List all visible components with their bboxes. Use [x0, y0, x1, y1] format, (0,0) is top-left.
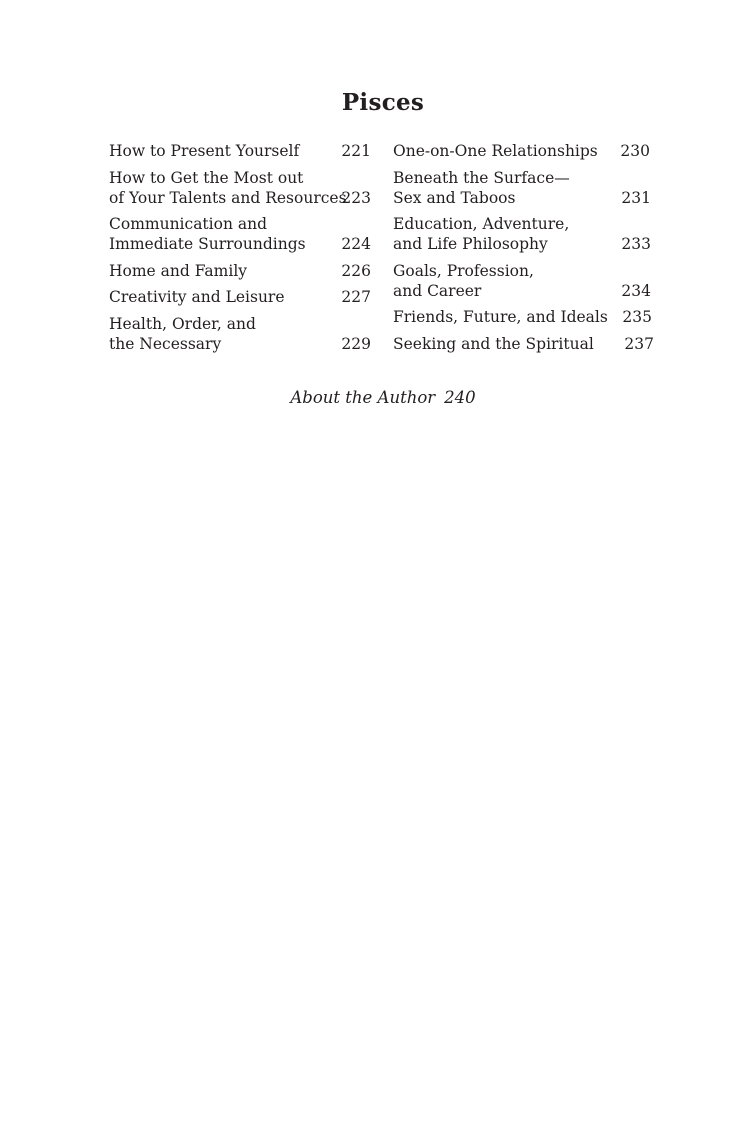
toc-entry-page: 221	[341, 142, 371, 160]
toc-entry[interactable]	[109, 168, 371, 208]
toc-entry-page: 229	[341, 334, 371, 353]
toc-entry[interactable]	[393, 261, 655, 301]
toc-entry[interactable]	[393, 141, 655, 161]
toc-entry[interactable]	[393, 214, 655, 254]
toc-entry[interactable]	[109, 214, 371, 254]
toc-entry-page: 234	[621, 281, 651, 300]
toc-entry[interactable]	[109, 314, 371, 354]
toc-entry-page: 237	[624, 334, 654, 353]
toc-entry[interactable]	[393, 307, 655, 327]
page-title: Pisces	[341, 89, 425, 116]
toc-entry[interactable]	[393, 168, 655, 208]
toc-entry[interactable]	[109, 141, 371, 161]
toc-column-right	[393, 141, 655, 360]
toc-entry-page: 230	[620, 142, 650, 160]
toc-entry-title: How to Get the Most out of Your Talents and Resources	[109, 168, 347, 207]
toc-column-left	[109, 141, 371, 360]
toc-entry[interactable]	[109, 261, 371, 281]
toc-entry-title: Beneath the Surface— Sex and Taboos	[393, 168, 570, 207]
toc-entry-page: 226	[341, 261, 371, 280]
toc-entry-title: Home and Family	[109, 261, 248, 280]
toc-entry-page: 227	[341, 288, 371, 306]
toc-entry-title: Goals, Profession, and Career	[393, 261, 534, 300]
toc-entry[interactable]	[393, 334, 655, 354]
toc-entry-page: 223	[341, 188, 371, 207]
about-the-author-label: About the Author	[290, 388, 436, 407]
toc-entry-title: Health, Order, and the Necessary	[109, 314, 256, 353]
toc-entry[interactable]	[109, 287, 371, 307]
toc-entry-page: 235	[622, 308, 652, 326]
toc-entry-page: 224	[341, 235, 371, 253]
toc-entry-title: Friends, Future, and Ideals	[393, 308, 608, 326]
toc-entry-title: Communication and Immediate Surroundings	[109, 215, 306, 253]
toc-entry-page: 231	[621, 188, 651, 207]
toc-entry-page: 233	[621, 235, 651, 253]
toc-entry-title: Seeking and the Spiritual	[393, 334, 594, 353]
toc-entry-title: Creativity and Leisure	[109, 288, 285, 306]
toc-entry-title: One-on-One Relationships	[393, 142, 598, 160]
about-the-author-entry[interactable]	[0, 388, 750, 407]
toc-entry-title: Education, Adventure, and Life Philosophy	[393, 215, 570, 253]
toc-entry-title: How to Present Yourself	[109, 142, 300, 160]
about-the-author-page: 240	[444, 388, 476, 407]
